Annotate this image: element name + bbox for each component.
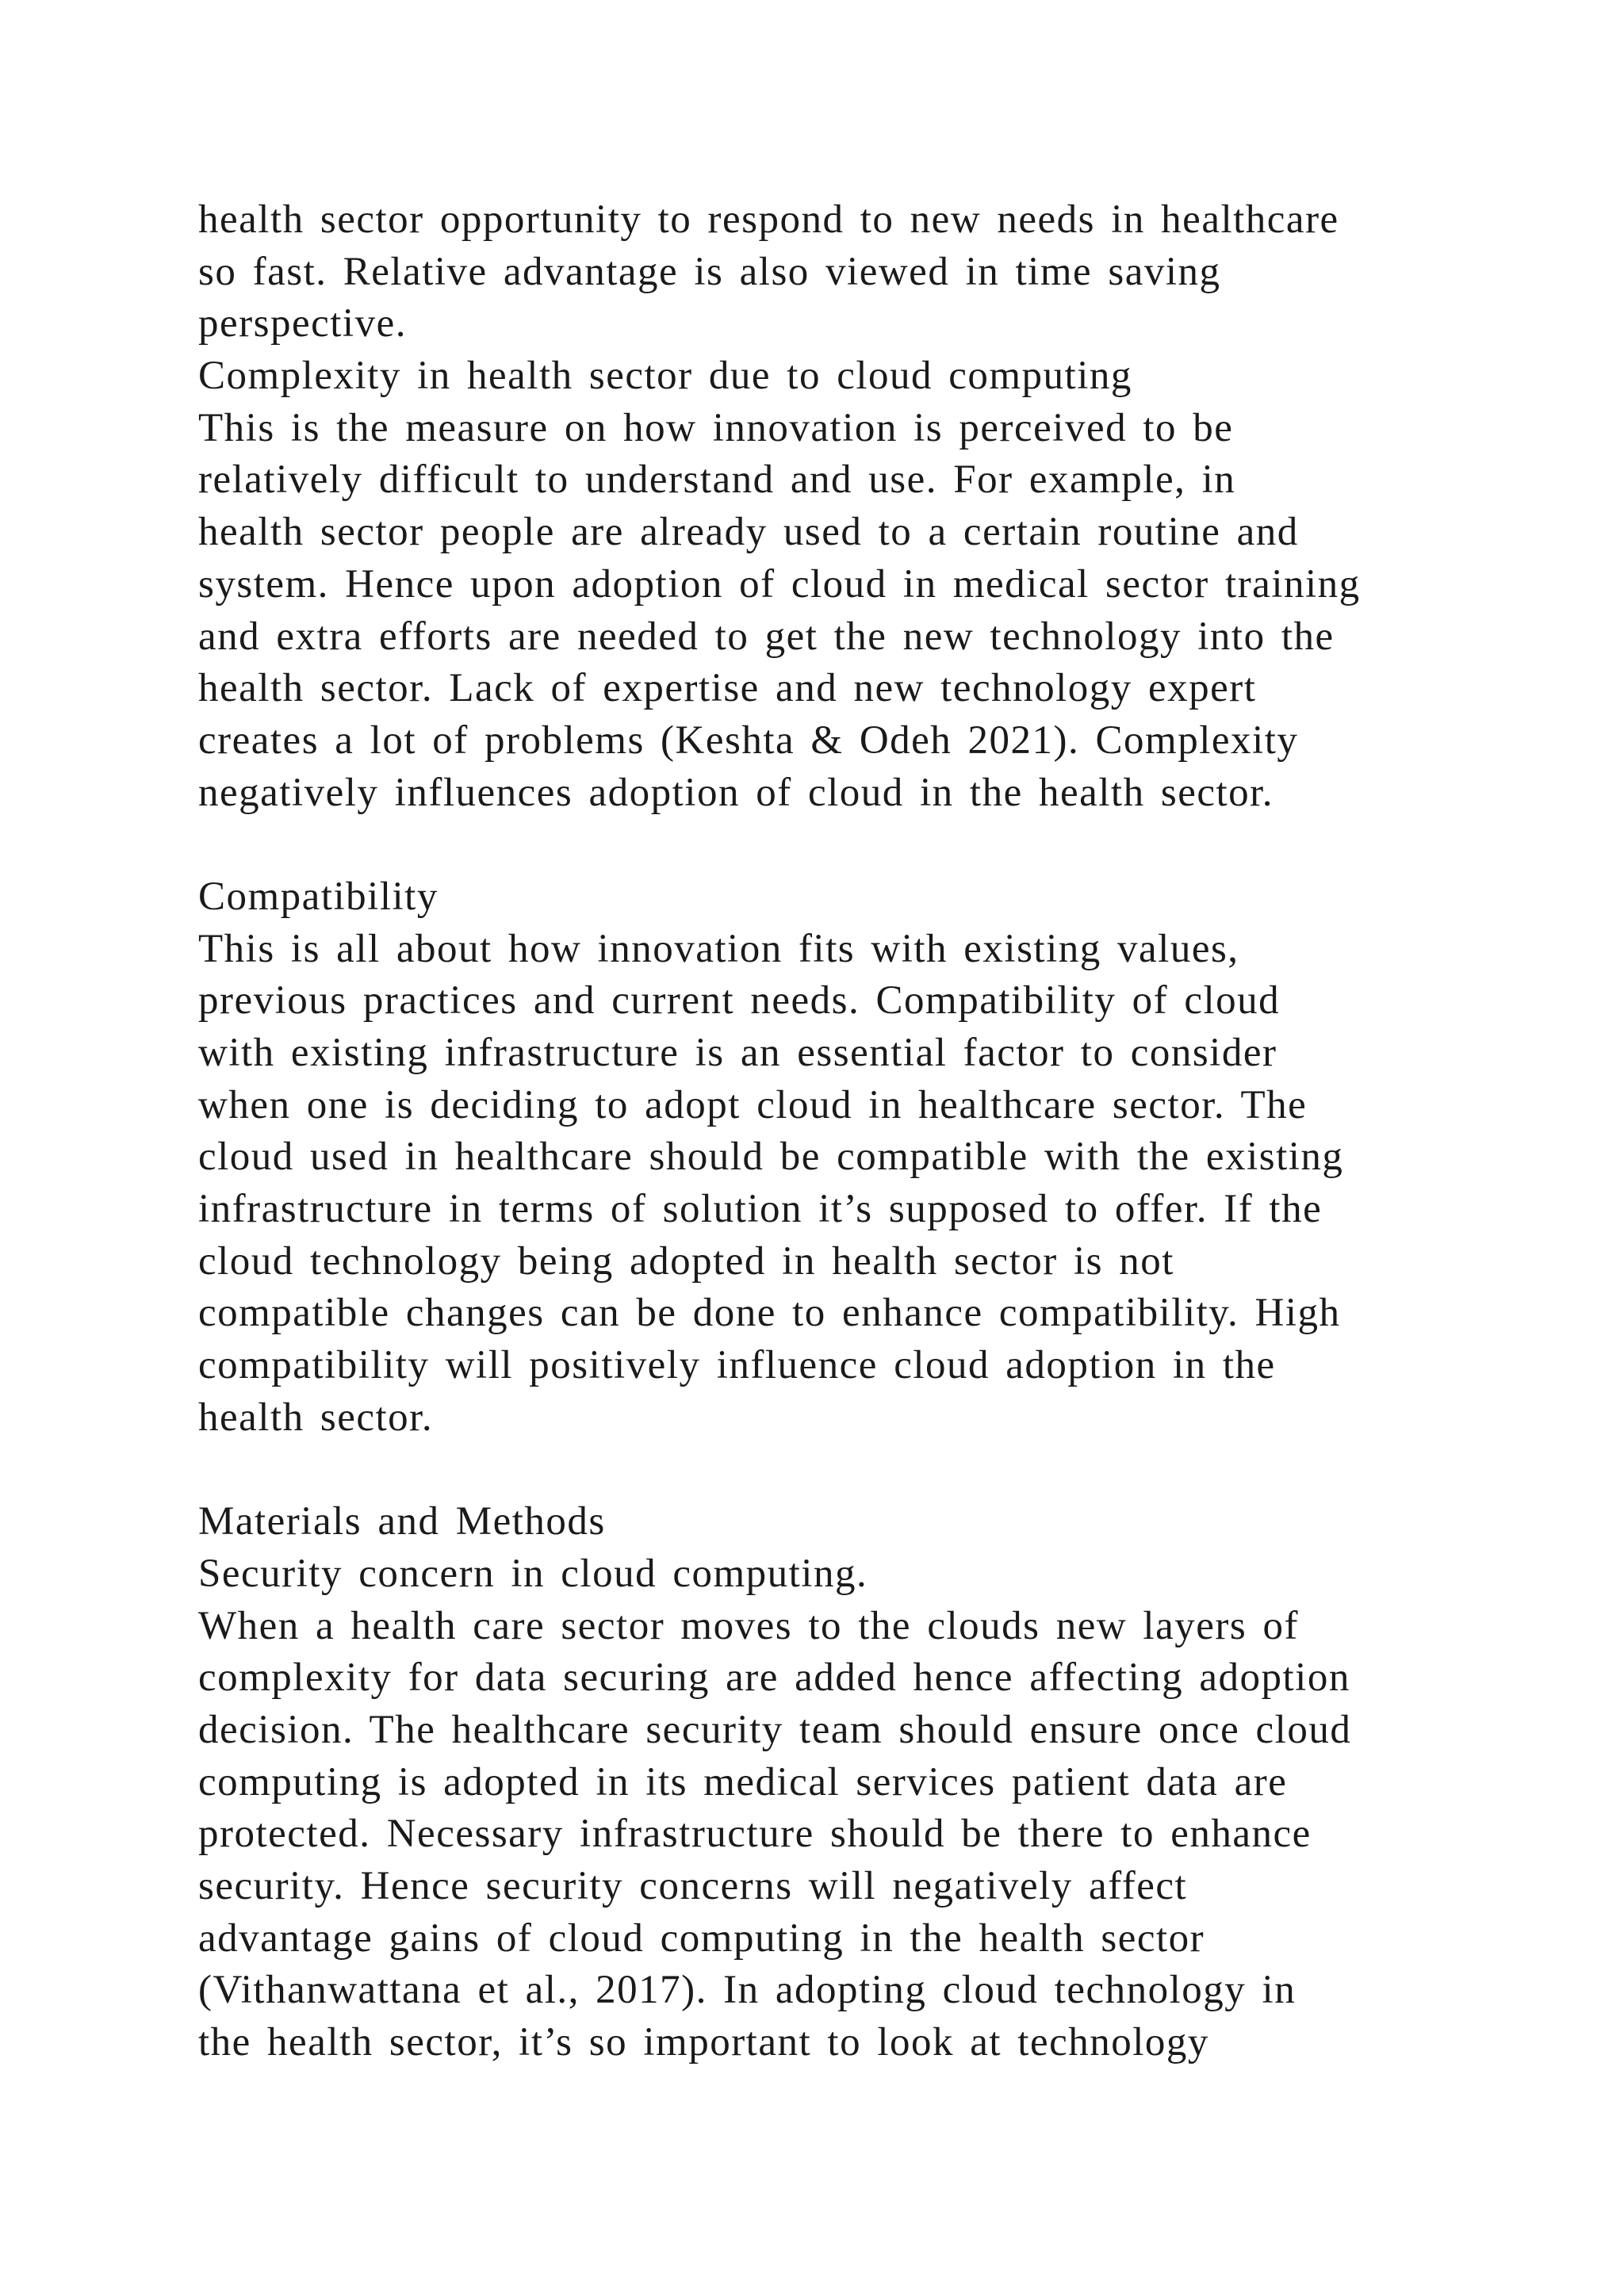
text-line: perspective. bbox=[198, 301, 407, 346]
materials-methods-heading: Materials and Methods bbox=[198, 1499, 606, 1544]
text-line: health sector opportunity to respond to new needs in healthcare bbox=[198, 197, 1339, 242]
text-line: cloud technology being adopted in health sector is not bbox=[198, 1238, 1174, 1284]
paragraph-spacer bbox=[198, 819, 1515, 871]
text-line: protected. Necessary infrastructure should be there to enhance bbox=[198, 1812, 1312, 1857]
text-line: health sector people are already used to a certain routine and bbox=[198, 510, 1299, 555]
text-line: compatibility will positively influence cloud adoption in the bbox=[198, 1343, 1276, 1388]
text-line: health sector. Lack of expertise and new technology expert bbox=[198, 666, 1257, 711]
text-line: compatible changes can be done to enhance compatibility. High bbox=[198, 1291, 1341, 1336]
text-line: When a health care sector moves to the clouds new layers of bbox=[198, 1603, 1299, 1648]
text-line: when one is deciding to adopt cloud in healthcare sector. The bbox=[198, 1082, 1308, 1127]
complexity-heading: Complexity in health sector due to cloud computing bbox=[198, 354, 1132, 399]
text-line: system. Hence upon adoption of cloud in medical sector training bbox=[198, 561, 1361, 607]
text-line: creates a lot of problems (Keshta & Odeh 2021). Complexity bbox=[198, 718, 1299, 763]
text-line: health sector. bbox=[198, 1395, 434, 1440]
text-line: This is all about how innovation fits with existing values, bbox=[198, 926, 1239, 971]
text-line: relatively difficult to understand and use. For example, in bbox=[198, 457, 1236, 503]
text-line: security. Hence security concerns will negatively affect bbox=[198, 1864, 1188, 1908]
security-heading: Security concern in cloud computing. bbox=[198, 1551, 868, 1596]
text-line: (Vithanwattana et al., 2017). In adopting cloud technology in bbox=[198, 1968, 1297, 2013]
text-line: with existing infrastructure is an essential factor to consider bbox=[198, 1031, 1277, 1075]
text-line: cloud used in healthcare should be compatible with the existing bbox=[198, 1135, 1344, 1180]
complexity-paragraph bbox=[198, 403, 1515, 820]
text-line: and extra efforts are needed to get the new technology into the bbox=[198, 614, 1335, 659]
intro-paragraph bbox=[198, 194, 1515, 350]
text-line: the health sector, it’s so important to look at technology bbox=[198, 2020, 1209, 2065]
paragraph-spacer bbox=[198, 1445, 1515, 1497]
compatibility-paragraph bbox=[198, 924, 1515, 1445]
text-line: infrastructure in terms of solution it’s supposed to offer. If the bbox=[198, 1187, 1323, 1232]
compatibility-heading: Compatibility bbox=[198, 874, 439, 919]
text-line: decision. The healthcare security team should ensure once cloud bbox=[198, 1707, 1352, 1752]
text-line: complexity for data securing are added hence affecting adoption bbox=[198, 1655, 1350, 1701]
text-line: negatively influences adoption of cloud in the health sector. bbox=[198, 770, 1274, 815]
text-line: advantage gains of cloud computing in the health sector bbox=[198, 1915, 1205, 1961]
text-line: previous practices and current needs. Compatibility of cloud bbox=[198, 978, 1281, 1024]
document-body bbox=[198, 194, 1515, 2069]
text-line: This is the measure on how innovation is perceived to be bbox=[198, 405, 1234, 450]
text-line: so fast. Relative advantage is also viewed in time saving bbox=[198, 249, 1221, 294]
text-line: computing is adopted in its medical services patient data are bbox=[198, 1759, 1288, 1804]
security-paragraph bbox=[198, 1601, 1515, 2069]
